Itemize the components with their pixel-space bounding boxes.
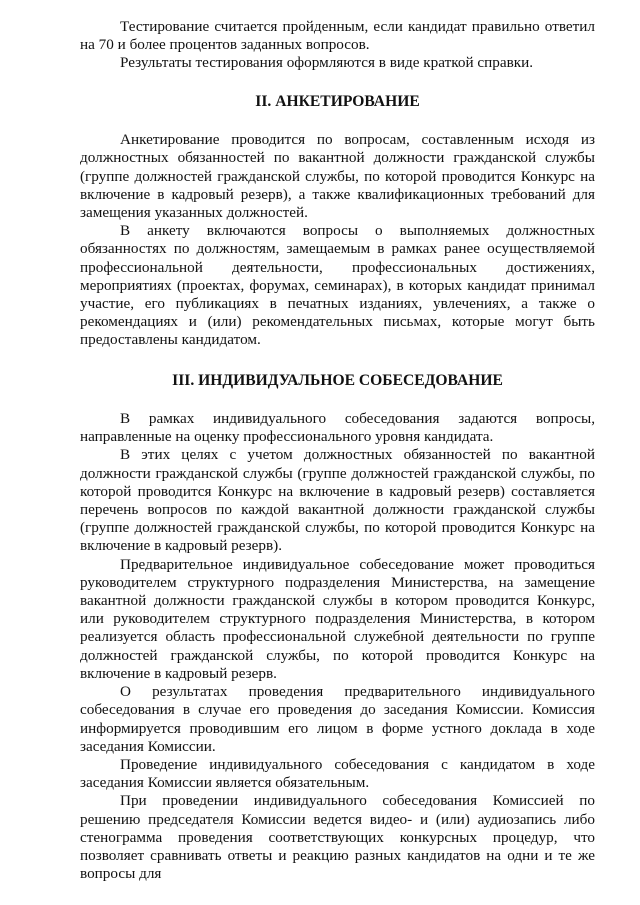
- section-2-paragraph-1: Анкетирование проводится по вопросам, составленным исходя из должностных обязанностей по вакантной должности гражданской службы (группе должностей гражданской службы, по которой проводится Конкурс на включение в кадровый резерв), а также квалификационных требований для замещения указанных должностей.: [80, 131, 595, 221]
- section-3-paragraph-6: При проведении индивидуального собеседования Комиссией по решению председателя Комиссии ведется видео- и (или) аудиозапись либо стенограмма проведения соответствующих конкурсных процедур, что позволяет сравнивать ответы и реакцию разных кандидатов на одни и те же вопросы для: [80, 792, 595, 883]
- section-2-heading: II. АНКЕТИРОВАНИЕ: [255, 92, 420, 110]
- section-2-paragraph-2: В анкету включаются вопросы о выполняемых должностных обязанностях по должностям, замещаемым в рамках ранее осуществляемой профессиональной деятельности, профессиональных достижениях, мероприятиях (проектах, форумах, семинарах), в которых кандидат принимал участие, его публикациях в печатных изданиях, увлечениях, а также о рекомендациях и (или) рекомендательных письмах, которые могут быть предоставлены кандидатом.: [80, 222, 595, 349]
- section-3-paragraph-4: О результатах проведения предварительного индивидуального собеседования в случае его проведения до заседания Комиссии. Комиссия информируется проводившим его лицом в форме устного доклада в ходе заседания Комиссии.: [80, 683, 595, 755]
- section-3-paragraph-3: Предварительное индивидуальное собеседование может проводиться руководителем структурного подразделения Министерства, на замещение вакантной должности гражданской службы в котором проводится Конкурс, или руководителем структурного подразделения Министерства, в котором реализуется область профессиональной служебной деятельности по группе должностей гражданской службы, по которой проводится Конкурс на включение в кадровый резерв.: [80, 555, 595, 682]
- intro-paragraph-1: Тестирование считается пройденным, если кандидат правильно ответил на 70 и более процентов заданных вопросов.: [80, 18, 595, 54]
- section-3-paragraph-5: Проведение индивидуального собеседования с кандидатом в ходе заседания Комиссии является обязательным.: [80, 755, 595, 792]
- section-3-paragraph-1: В рамках индивидуального собеседования задаются вопросы, направленные на оценку профессионального уровня кандидата.: [80, 410, 595, 446]
- section-3-paragraph-2: В этих целях с учетом должностных обязанностей по вакантной должности гражданской службы (группе должностей гражданской службы, по которой проводится Конкурс на включение в кадровый резерв) составляется перечень вопросов по каждой вакантной должности гражданской службы (группе должностей гражданской службы, по которой проводится Конкурс на включение в кадровый резерв).: [80, 446, 595, 555]
- section-3-heading: III. ИНДИВИДУАЛЬНОЕ СОБЕСЕДОВАНИЕ: [172, 371, 503, 389]
- intro-paragraph-2: Результаты тестирования оформляются в виде краткой справки.: [120, 54, 534, 72]
- document-page: [80, 18, 595, 883]
